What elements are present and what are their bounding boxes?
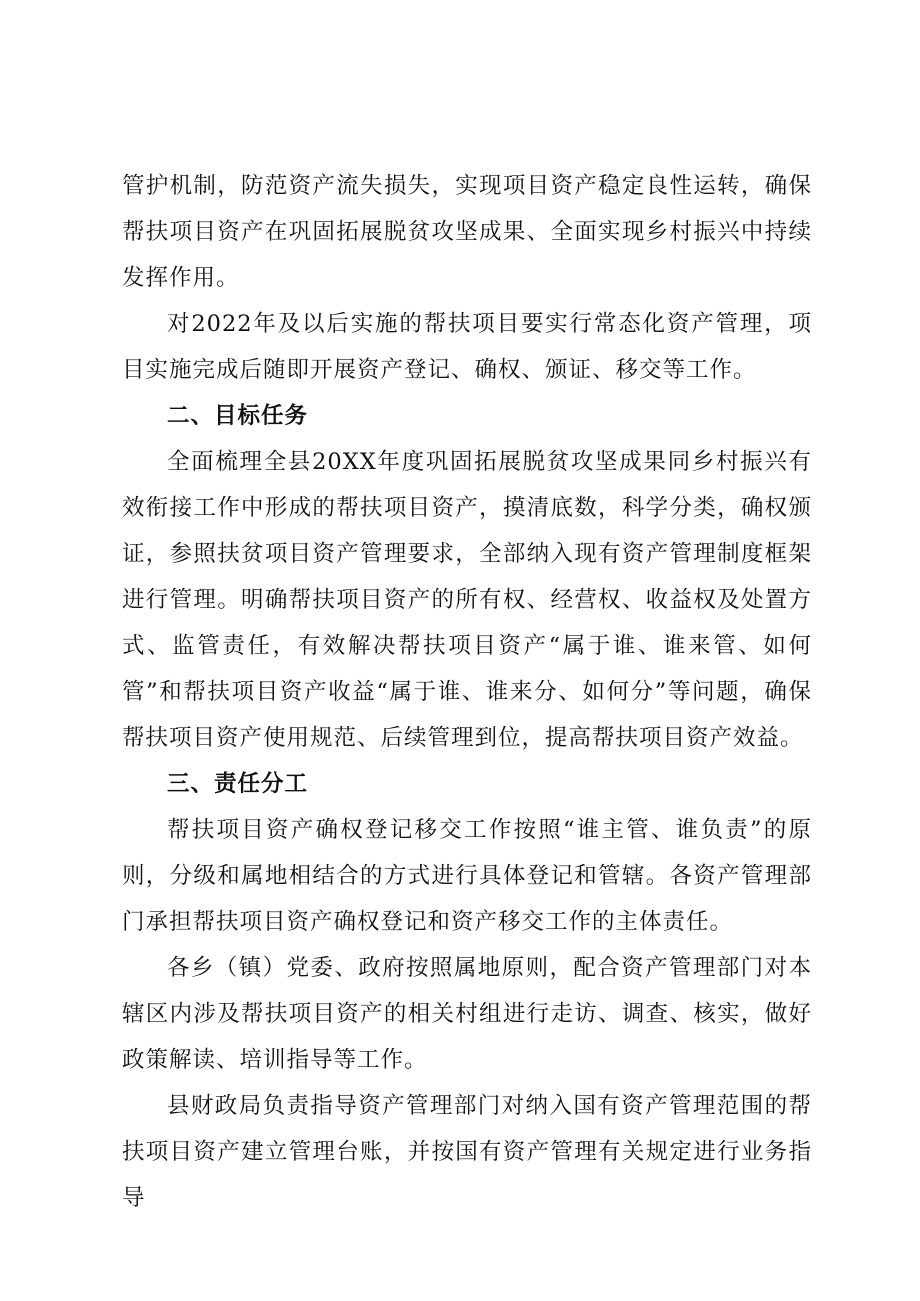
heading-objectives: 二、目标任务 xyxy=(167,403,309,429)
paragraph-objectives: 全面梳理全县20XX年度巩固拓展脱贫攻坚成果同乡村振兴有效衔接工作中形成的帮扶项目资产，摸清底数，科学分类，确权颁证，参照扶贫项目资产管理要求，全部纳入现有资产管理制度框架进行管理。明确帮扶项目资产的所有权、经营权、收益权及处置方式、监管责任，有效解决帮扶项目资产“属于谁、谁来管、如何管”和帮扶项目资产收益“属于谁、谁来分、如何分”等问题，确保帮扶项目资产使用规范、后续管理到位，提高帮扶项目资产效益。 xyxy=(122,449,812,751)
paragraph-registration-principle: 帮扶项目资产确权登记移交工作按照“谁主管、谁负责”的原则，分级和属地相结合的方式进行具体登记和管辖。各资产管理部门承担帮扶项目资产确权登记和资产移交工作的主体责任。 xyxy=(122,817,812,935)
paragraph-finance-bureau: 县财政局负责指导资产管理部门对纳入国有资产管理范围的帮扶项目资产建立管理台账，并按国有资产管理有关规定进行业务指导 xyxy=(122,1093,812,1211)
heading-responsibilities: 三、责任分工 xyxy=(167,771,309,797)
paragraph-2022-projects: 对2022年及以后实施的帮扶项目要实行常态化资产管理，项目实施完成后随即开展资产登记、确权、颁证、移交等工作。 xyxy=(122,311,812,383)
paragraph-township-duties: 各乡（镇）党委、政府按照属地原则，配合资产管理部门对本辖区内涉及帮扶项目资产的相关村组进行走访、调查、核实，做好政策解读、培训指导等工作。 xyxy=(122,955,812,1073)
document-body xyxy=(122,163,812,1221)
paragraph-assets-protection: 管护机制，防范资产流失损失，实现项目资产稳定良性运转，确保帮扶项目资产在巩固拓展脱贫攻坚成果、全面实现乡村振兴中持续发挥作用。 xyxy=(122,173,812,291)
